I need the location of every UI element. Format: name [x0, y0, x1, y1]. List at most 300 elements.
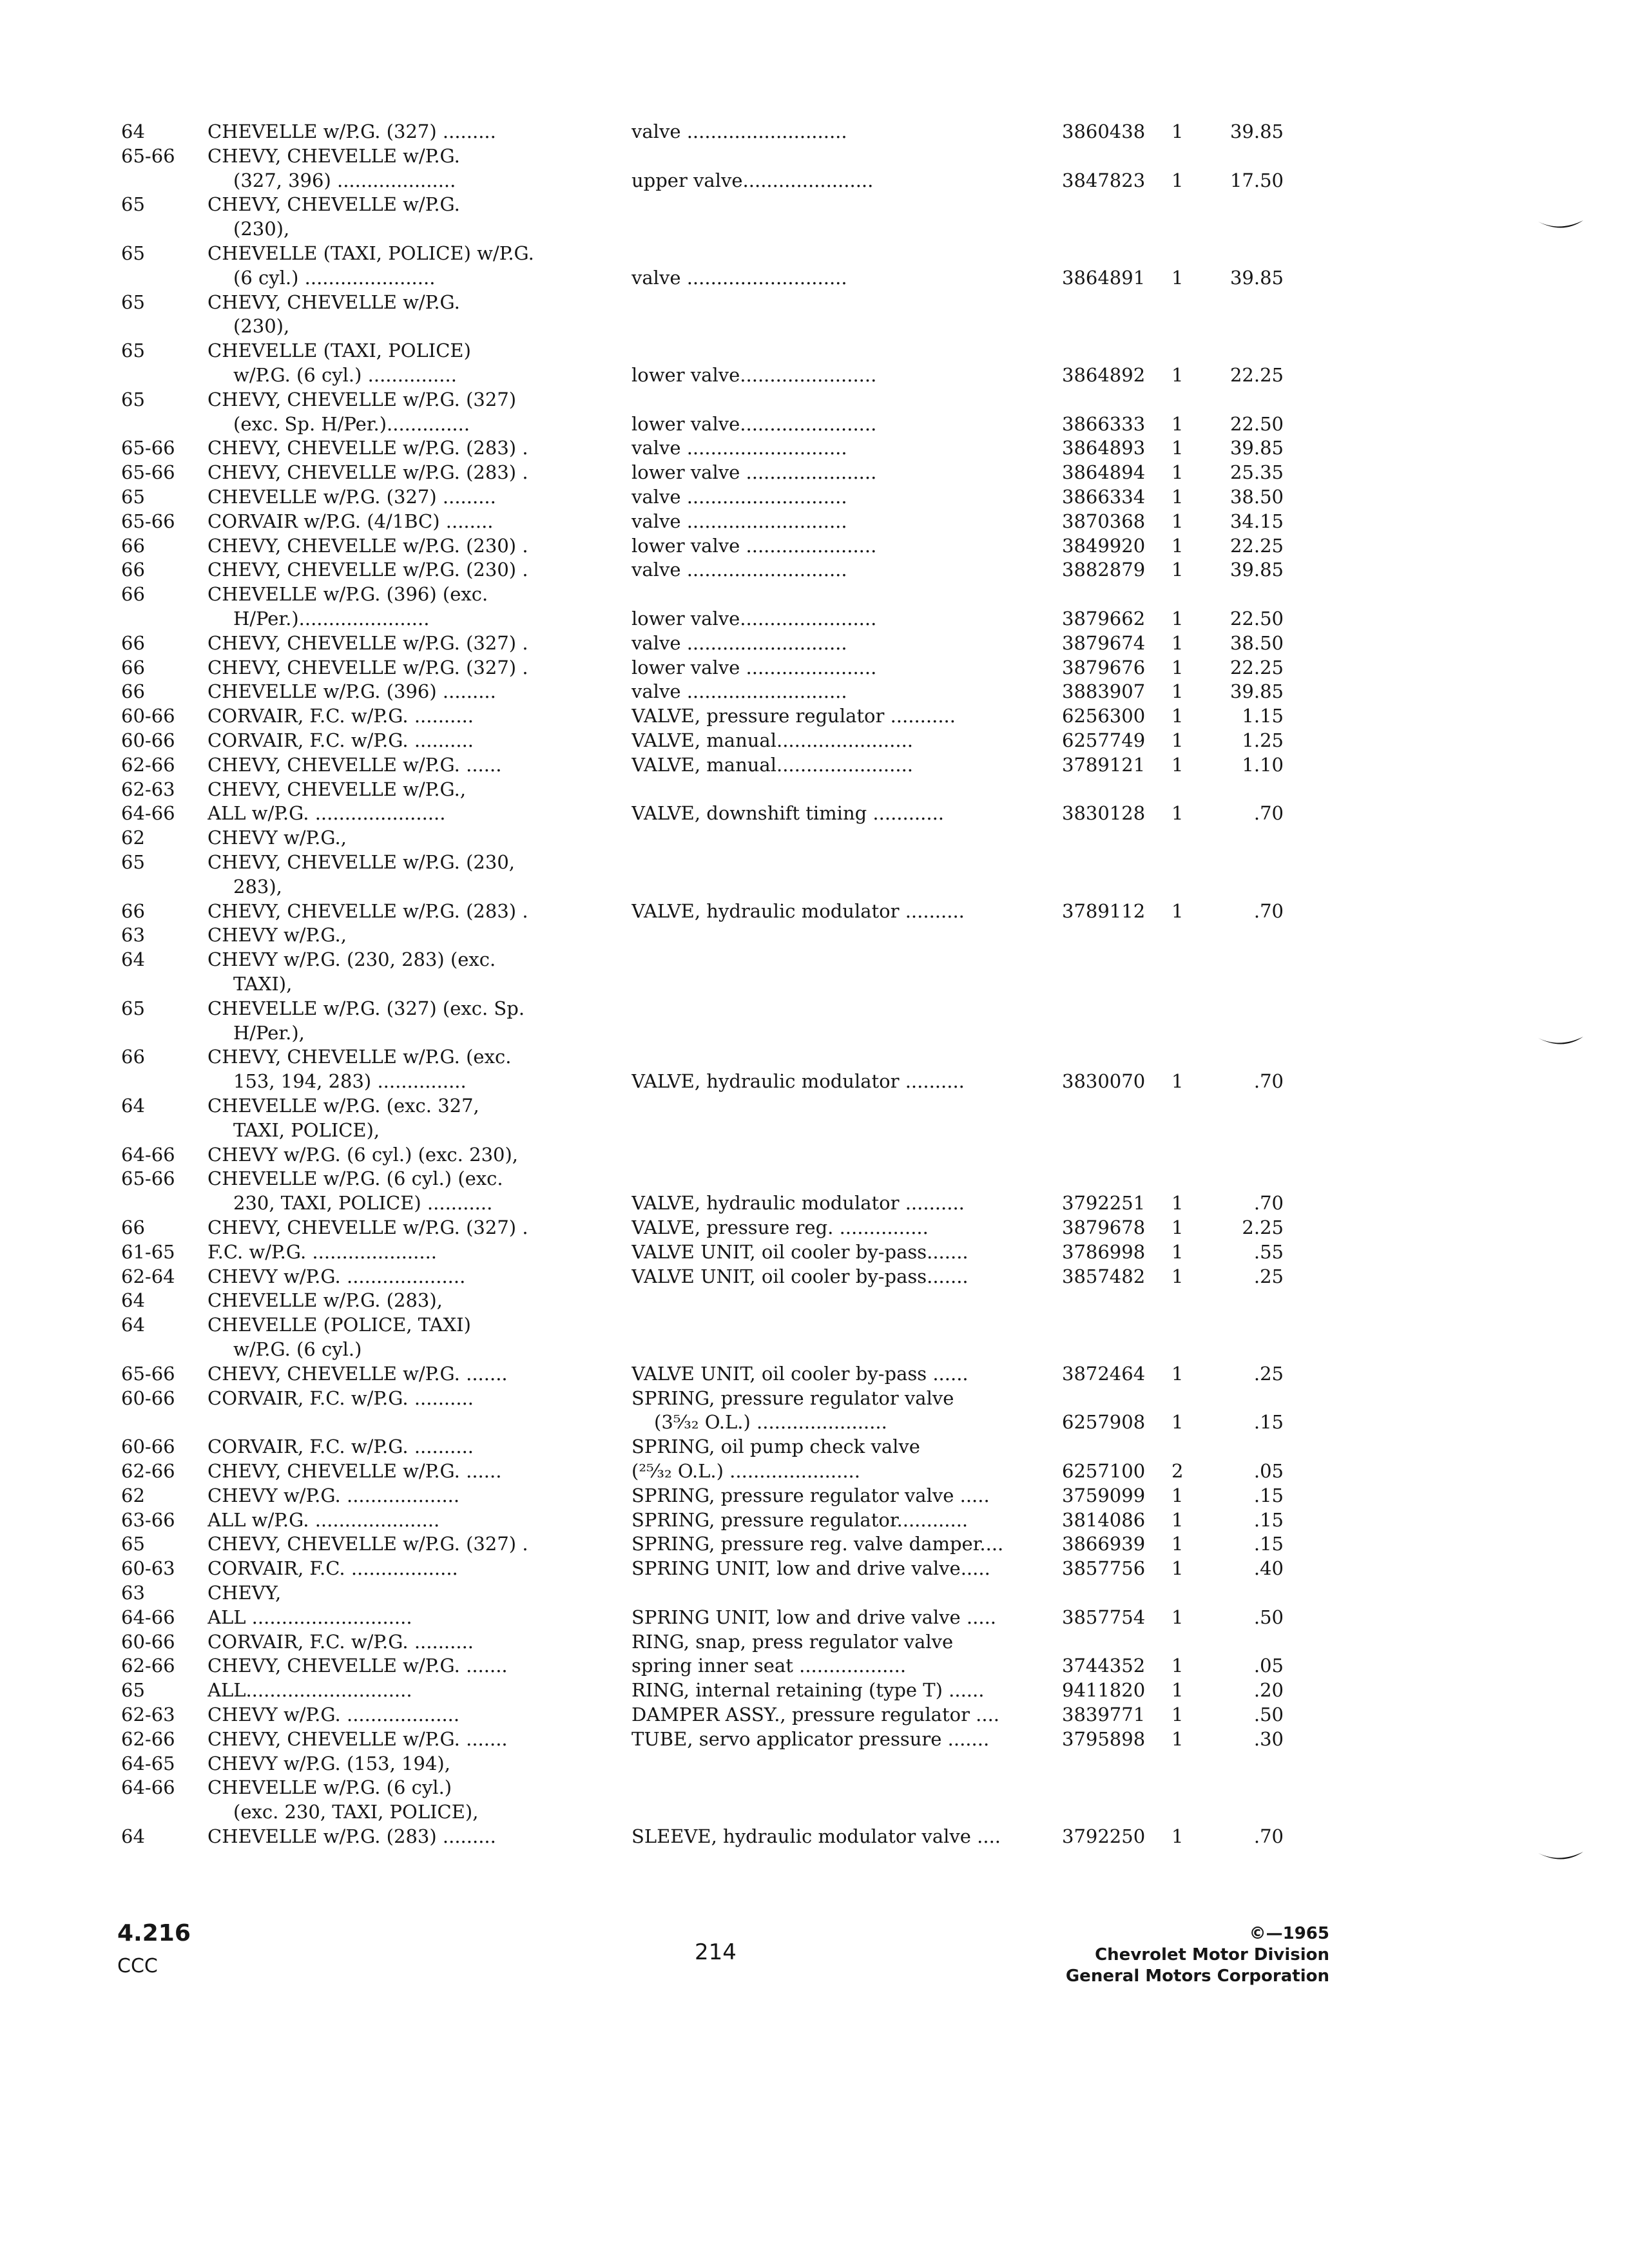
binding-mark-3 — [1537, 1849, 1585, 1867]
part-number-cell: 3830128 — [1062, 802, 1146, 825]
year-cell: 60-63 — [121, 1557, 175, 1580]
model-cell: CHEVY, CHEVELLE w/P.G. (230, — [207, 851, 515, 873]
price-cell: 25.35 — [1229, 461, 1284, 484]
table-row — [0, 728, 1629, 753]
model-cell: CHEVELLE (TAXI, POLICE) — [207, 340, 471, 362]
year-cell: 64-66 — [121, 1606, 175, 1628]
year-cell: 66 — [121, 583, 145, 606]
table-row — [0, 412, 1629, 436]
part-number-cell: 3792250 — [1062, 1825, 1146, 1847]
price-cell: 22.50 — [1229, 608, 1284, 629]
part-number-cell: 3879678 — [1062, 1216, 1146, 1238]
year-cell: 64 — [121, 1289, 145, 1312]
description-cell: VALVE UNIT, oil cooler by-pass....... — [631, 1240, 969, 1263]
part-number-cell: 3849920 — [1062, 534, 1146, 557]
model-cell: (exc. 230, TAXI, POLICE), — [233, 1801, 479, 1823]
model-cell: CHEVY w/P.G., — [207, 827, 347, 849]
model-cell: CHEVY, CHEVELLE w/P.G. (283) . — [207, 437, 528, 459]
division-line: Chevrolet Motor Division — [1095, 1945, 1329, 1965]
model-cell: CHEVY, CHEVELLE w/P.G. (327) — [207, 388, 517, 410]
year-cell: 62-63 — [121, 778, 175, 800]
description-cell: upper valve...................... — [631, 169, 874, 191]
price-cell: 22.25 — [1229, 364, 1284, 386]
description-cell: lower valve ...................... — [631, 656, 877, 678]
table-row — [0, 485, 1629, 509]
description-cell: VALVE, manual....................... — [631, 729, 914, 751]
table-row — [0, 825, 1629, 850]
year-cell: 64 — [121, 1314, 145, 1336]
table-row — [0, 1021, 1629, 1045]
description-cell: VALVE, pressure regulator ........... — [631, 705, 956, 727]
price-cell: .15 — [1253, 1508, 1284, 1531]
year-cell: 64 — [121, 1095, 145, 1117]
price-cell: 39.85 — [1229, 680, 1284, 703]
year-cell: 65-66 — [121, 1362, 175, 1385]
quantity-cell: 1 — [1171, 1070, 1184, 1093]
table-row — [0, 1434, 1629, 1459]
table-row — [0, 947, 1629, 972]
part-number-cell: 3879676 — [1062, 656, 1146, 678]
model-cell: F.C. w/P.G. ..................... — [207, 1240, 438, 1263]
model-cell: CHEVELLE w/P.G. (396) (exc. — [207, 583, 488, 606]
model-cell: CORVAIR, F.C. .................. — [207, 1557, 458, 1580]
year-cell: 65 — [121, 486, 145, 508]
description-cell: (²⁵⁄₃₂ O.L.) ...................... — [631, 1460, 860, 1482]
price-cell: .70 — [1253, 1070, 1284, 1093]
year-cell: 62-66 — [121, 1460, 175, 1482]
table-row — [0, 1118, 1629, 1142]
description-cell: valve ........................... — [631, 510, 847, 532]
price-cell: 38.50 — [1229, 631, 1284, 654]
price-cell: .25 — [1253, 1362, 1284, 1385]
model-cell: CHEVELLE w/P.G. (exc. 327, — [207, 1095, 479, 1117]
table-row — [0, 363, 1629, 387]
year-cell: 66 — [121, 534, 145, 557]
table-row — [0, 1191, 1629, 1215]
model-cell: H/Per.)...................... — [233, 608, 430, 629]
table-row — [0, 265, 1629, 290]
year-cell: 65 — [121, 242, 145, 264]
part-number-cell: 3870368 — [1062, 510, 1146, 532]
table-row — [0, 801, 1629, 825]
quantity-cell: 1 — [1171, 1679, 1184, 1702]
table-row — [0, 1581, 1629, 1605]
table-row — [0, 509, 1629, 533]
model-cell: w/P.G. (6 cyl.) — [233, 1338, 362, 1360]
quantity-cell: 1 — [1171, 1704, 1184, 1725]
page-number: 214 — [695, 1939, 737, 1965]
quantity-cell: 1 — [1171, 120, 1184, 142]
description-cell: RING, snap, press regulator valve — [631, 1630, 954, 1653]
price-cell: .70 — [1253, 1825, 1284, 1847]
table-row — [0, 1044, 1629, 1069]
model-cell: CORVAIR, F.C. w/P.G. .......... — [207, 705, 474, 727]
year-cell: 62-66 — [121, 1655, 175, 1677]
model-cell: CHEVY w/P.G. (230, 283) (exc. — [207, 948, 496, 971]
description-cell: valve ........................... — [631, 559, 847, 581]
model-cell: CHEVY, CHEVELLE w/P.G. (230) . — [207, 534, 528, 557]
year-cell: 64 — [121, 1825, 145, 1847]
price-cell: 39.85 — [1229, 120, 1284, 142]
quantity-cell: 1 — [1171, 1825, 1184, 1847]
description-cell: SPRING UNIT, low and drive valve ..... — [631, 1606, 997, 1628]
price-cell: 22.50 — [1229, 412, 1284, 435]
description-cell: valve ........................... — [631, 486, 847, 508]
model-cell: CHEVY, CHEVELLE w/P.G., — [207, 778, 467, 800]
table-row — [0, 1775, 1629, 1800]
quantity-cell: 1 — [1171, 534, 1184, 557]
part-number-cell: 3864894 — [1062, 461, 1146, 484]
table-row — [0, 1264, 1629, 1289]
model-cell: (exc. Sp. H/Per.).............. — [233, 412, 470, 435]
table-row — [0, 168, 1629, 193]
price-cell: .50 — [1253, 1704, 1284, 1725]
year-cell: 66 — [121, 1046, 145, 1068]
part-number-cell: 3879662 — [1062, 608, 1146, 629]
part-number-cell: 3864891 — [1062, 266, 1146, 289]
year-cell: 66 — [121, 1216, 145, 1238]
part-number-cell: 3860438 — [1062, 120, 1146, 142]
model-cell: CHEVY w/P.G., — [207, 924, 347, 947]
model-cell: CHEVELLE (TAXI, POLICE) w/P.G. — [207, 242, 534, 264]
table-row — [0, 582, 1629, 606]
year-cell: 63 — [121, 1582, 145, 1604]
description-cell: VALVE UNIT, oil cooler by-pass....... — [631, 1265, 969, 1287]
part-number-cell: 6257749 — [1062, 729, 1146, 751]
quantity-cell: 1 — [1171, 802, 1184, 825]
model-cell: (327, 396) .................... — [233, 169, 456, 191]
binding-mark-2 — [1537, 1034, 1585, 1052]
table-row — [0, 606, 1629, 631]
corporation-line: General Motors Corporation — [1065, 1966, 1329, 1986]
part-number-cell: 3866333 — [1062, 412, 1146, 435]
table-row — [0, 631, 1629, 655]
part-number-cell: 6257908 — [1062, 1411, 1146, 1434]
model-cell: CHEVY, CHEVELLE w/P.G. (327) . — [207, 656, 528, 678]
price-cell: .15 — [1253, 1484, 1284, 1506]
quantity-cell: 1 — [1171, 753, 1184, 776]
table-row — [0, 533, 1629, 558]
description-cell: VALVE, hydraulic modulator .......... — [631, 1192, 965, 1215]
catalog-code: CCC — [117, 1955, 158, 1977]
description-cell: DAMPER ASSY., pressure regulator .... — [631, 1704, 1000, 1725]
table-row — [0, 899, 1629, 923]
model-cell: CHEVELLE w/P.G. (6 cyl.) (exc. — [207, 1168, 503, 1190]
description-cell: lower valve....................... — [631, 412, 877, 435]
year-cell: 66 — [121, 631, 145, 654]
model-cell: CHEVY, CHEVELLE w/P.G. (283) . — [207, 899, 528, 922]
table-row — [0, 1678, 1629, 1702]
model-cell: CHEVY, CHEVELLE w/P.G. ....... — [207, 1655, 508, 1677]
table-row — [0, 874, 1629, 899]
table-row — [0, 192, 1629, 216]
table-row — [0, 1215, 1629, 1240]
table-row — [0, 338, 1629, 363]
year-cell: 62-63 — [121, 1704, 175, 1725]
price-cell: 39.85 — [1229, 559, 1284, 581]
model-cell: 283), — [233, 875, 282, 898]
table-row — [0, 1556, 1629, 1581]
model-cell: (6 cyl.) ...................... — [233, 266, 436, 289]
part-number-cell: 3872464 — [1062, 1362, 1146, 1385]
year-cell: 66 — [121, 656, 145, 678]
table-row — [0, 290, 1629, 314]
year-cell: 63-66 — [121, 1508, 175, 1531]
publisher-block — [1066, 1923, 1329, 1987]
year-cell: 65 — [121, 193, 145, 216]
part-number-cell: 3857756 — [1062, 1557, 1146, 1580]
quantity-cell: 1 — [1171, 1362, 1184, 1385]
model-cell: CHEVELLE (POLICE, TAXI) — [207, 1314, 471, 1336]
price-cell: .15 — [1253, 1533, 1284, 1555]
price-cell: 39.85 — [1229, 437, 1284, 459]
year-cell: 65 — [121, 1533, 145, 1555]
table-row — [0, 1410, 1629, 1434]
model-cell: CORVAIR, F.C. w/P.G. .......... — [207, 1630, 474, 1653]
quantity-cell: 1 — [1171, 1533, 1184, 1555]
part-number-cell: 3847823 — [1062, 169, 1146, 191]
year-cell: 66 — [121, 899, 145, 922]
model-cell: CHEVY, CHEVELLE w/P.G. ....... — [207, 1362, 508, 1385]
quantity-cell: 1 — [1171, 510, 1184, 532]
part-number-cell: 9411820 — [1062, 1679, 1146, 1702]
model-cell: CHEVELLE w/P.G. (283) ......... — [207, 1825, 496, 1847]
quantity-cell: 1 — [1171, 412, 1184, 435]
model-cell: CORVAIR w/P.G. (4/1BC) ........ — [207, 510, 494, 532]
description-cell: VALVE, hydraulic modulator .......... — [631, 1070, 965, 1093]
part-number-cell: 3883907 — [1062, 680, 1146, 703]
part-number-cell: 3744352 — [1062, 1655, 1146, 1677]
table-row — [0, 144, 1629, 168]
model-cell: 230, TAXI, POLICE) ........... — [233, 1192, 493, 1215]
part-number-cell: 3864893 — [1062, 437, 1146, 459]
year-cell: 62 — [121, 827, 145, 849]
quantity-cell: 1 — [1171, 899, 1184, 922]
description-cell: valve ........................... — [631, 631, 847, 654]
year-cell: 66 — [121, 680, 145, 703]
model-cell: CHEVY w/P.G. (6 cyl.) (exc. 230), — [207, 1143, 518, 1166]
table-row — [0, 119, 1629, 144]
year-cell: 65 — [121, 291, 145, 313]
quantity-cell: 2 — [1171, 1460, 1184, 1482]
table-row — [0, 1386, 1629, 1410]
model-cell: CHEVY w/P.G. .................... — [207, 1265, 466, 1287]
quantity-cell: 1 — [1171, 1606, 1184, 1628]
quantity-cell: 1 — [1171, 1484, 1184, 1506]
model-cell: CHEVY, CHEVELLE w/P.G. (exc. — [207, 1046, 512, 1068]
table-row — [0, 704, 1629, 728]
price-cell: 22.25 — [1229, 656, 1284, 678]
table-row — [0, 1629, 1629, 1654]
year-cell: 65-66 — [121, 510, 175, 532]
part-number-cell: 6256300 — [1062, 705, 1146, 727]
description-cell: SPRING UNIT, low and drive valve..... — [631, 1557, 990, 1580]
description-cell: (3⁵⁄₃₂ O.L.) ...................... — [654, 1411, 887, 1434]
table-row — [0, 753, 1629, 777]
quantity-cell: 1 — [1171, 1727, 1184, 1750]
part-number-cell: 3857482 — [1062, 1265, 1146, 1287]
table-row — [0, 777, 1629, 802]
part-number-cell: 3857754 — [1062, 1606, 1146, 1628]
description-cell: SPRING, pressure regulator valve — [631, 1387, 954, 1409]
year-cell: 63 — [121, 924, 145, 947]
quantity-cell: 1 — [1171, 266, 1184, 289]
table-row — [0, 1142, 1629, 1167]
table-row — [0, 460, 1629, 485]
model-cell: CHEVY, CHEVELLE w/P.G. — [207, 193, 460, 216]
table-row — [0, 850, 1629, 874]
year-cell: 66 — [121, 559, 145, 581]
model-cell: CHEVY, CHEVELLE w/P.G. ....... — [207, 1727, 508, 1750]
quantity-cell: 1 — [1171, 364, 1184, 386]
price-cell: .25 — [1253, 1265, 1284, 1287]
table-row — [0, 314, 1629, 338]
model-cell: CHEVY w/P.G. (153, 194), — [207, 1752, 450, 1774]
part-number-cell: 3789121 — [1062, 753, 1146, 776]
description-cell: spring inner seat .................. — [631, 1655, 907, 1677]
model-cell: CHEVELLE w/P.G. (6 cyl.) — [207, 1776, 452, 1799]
price-cell: .40 — [1253, 1557, 1284, 1580]
table-row — [0, 1508, 1629, 1532]
description-cell: valve ........................... — [631, 437, 847, 459]
quantity-cell: 1 — [1171, 1557, 1184, 1580]
model-cell: CHEVY, — [207, 1582, 282, 1604]
model-cell: ALL w/P.G. ...................... — [207, 802, 446, 825]
model-cell: CHEVY w/P.G. ................... — [207, 1704, 460, 1725]
part-number-cell: 6257100 — [1062, 1460, 1146, 1482]
part-number-cell: 3866939 — [1062, 1533, 1146, 1555]
part-number-cell: 3882879 — [1062, 559, 1146, 581]
quantity-cell: 1 — [1171, 729, 1184, 751]
year-cell: 65-66 — [121, 461, 175, 484]
part-number-cell: 3786998 — [1062, 1240, 1146, 1263]
year-cell: 62-66 — [121, 1727, 175, 1750]
description-cell: valve ........................... — [631, 680, 847, 703]
description-cell: lower valve ...................... — [631, 461, 877, 484]
description-cell: SLEEVE, hydraulic modulator valve .... — [631, 1825, 1001, 1847]
year-cell: 64-65 — [121, 1752, 175, 1774]
year-cell: 62 — [121, 1484, 145, 1506]
year-cell: 60-66 — [121, 729, 175, 751]
model-cell: CHEVY, CHEVELLE w/P.G. (327) . — [207, 1216, 528, 1238]
year-cell: 60-66 — [121, 1436, 175, 1458]
price-cell: 22.25 — [1229, 534, 1284, 557]
year-cell: 64-66 — [121, 1776, 175, 1799]
year-cell: 64 — [121, 120, 145, 142]
table-row — [0, 1483, 1629, 1508]
price-cell: .70 — [1253, 802, 1284, 825]
part-number-cell: 3839771 — [1062, 1704, 1146, 1725]
model-cell: TAXI), — [233, 973, 293, 995]
year-cell: 65 — [121, 1679, 145, 1702]
price-cell: 34.15 — [1229, 510, 1284, 532]
quantity-cell: 1 — [1171, 608, 1184, 629]
table-row — [0, 436, 1629, 460]
model-cell: 153, 194, 283) ............... — [233, 1070, 467, 1093]
description-cell: SPRING, oil pump check valve — [631, 1436, 920, 1458]
model-cell: CHEVY, CHEVELLE w/P.G. ...... — [207, 1460, 502, 1482]
price-cell: .05 — [1253, 1655, 1284, 1677]
part-number-cell: 3864892 — [1062, 364, 1146, 386]
quantity-cell: 1 — [1171, 1216, 1184, 1238]
model-cell: CHEVELLE w/P.G. (327) ......... — [207, 120, 496, 142]
quantity-cell: 1 — [1171, 705, 1184, 727]
model-cell: CHEVY, CHEVELLE w/P.G. — [207, 144, 460, 167]
description-cell: SPRING, pressure regulator............ — [631, 1508, 969, 1531]
quantity-cell: 1 — [1171, 1655, 1184, 1677]
quantity-cell: 1 — [1171, 169, 1184, 191]
table-row — [0, 1702, 1629, 1727]
table-row — [0, 679, 1629, 704]
model-cell: CHEVY, CHEVELLE w/P.G. (327) . — [207, 631, 528, 654]
table-row — [0, 1824, 1629, 1849]
year-cell: 60-66 — [121, 705, 175, 727]
price-cell: 2.25 — [1242, 1216, 1284, 1238]
price-cell: .70 — [1253, 899, 1284, 922]
year-cell: 65 — [121, 340, 145, 362]
model-cell: CORVAIR, F.C. w/P.G. .......... — [207, 1387, 474, 1409]
description-cell: RING, internal retaining (type T) ...... — [631, 1679, 985, 1702]
table-row — [0, 1240, 1629, 1264]
description-cell: VALVE, hydraulic modulator .......... — [631, 899, 965, 922]
description-cell: SPRING, pressure regulator valve ..... — [631, 1484, 990, 1506]
description-cell: VALVE, pressure reg. ............... — [631, 1216, 929, 1238]
part-number-cell: 3789112 — [1062, 899, 1146, 922]
description-cell: TUBE, servo applicator pressure ....... — [631, 1727, 990, 1750]
table-row — [0, 1605, 1629, 1629]
model-cell: CHEVY, CHEVELLE w/P.G. ...... — [207, 753, 502, 776]
table-row — [0, 996, 1629, 1021]
year-cell: 64-66 — [121, 802, 175, 825]
quantity-cell: 1 — [1171, 680, 1184, 703]
year-cell: 60-66 — [121, 1387, 175, 1409]
description-cell: lower valve....................... — [631, 364, 877, 386]
part-number-cell: 3759099 — [1062, 1484, 1146, 1506]
description-cell: lower valve ...................... — [631, 534, 877, 557]
model-cell: CHEVY, CHEVELLE w/P.G. (230) . — [207, 559, 528, 581]
table-row — [0, 1751, 1629, 1776]
model-cell: CHEVELLE w/P.G. (396) ......... — [207, 680, 496, 703]
part-number-cell: 3830070 — [1062, 1070, 1146, 1093]
price-cell: .05 — [1253, 1460, 1284, 1482]
section-number: 4.216 — [117, 1920, 191, 1946]
price-cell: .50 — [1253, 1606, 1284, 1628]
quantity-cell: 1 — [1171, 656, 1184, 678]
table-row — [0, 387, 1629, 412]
part-number-cell: 3792251 — [1062, 1192, 1146, 1215]
price-cell: .55 — [1253, 1240, 1284, 1263]
table-row — [0, 1727, 1629, 1751]
year-cell: 64 — [121, 948, 145, 971]
copyright-line: ©—1965 — [1249, 1924, 1329, 1943]
model-cell: CHEVY, CHEVELLE w/P.G. (283) . — [207, 461, 528, 484]
year-cell: 65 — [121, 997, 145, 1019]
table-row — [0, 1532, 1629, 1556]
year-cell: 65-66 — [121, 144, 175, 167]
model-cell: CORVAIR, F.C. w/P.G. .......... — [207, 1436, 474, 1458]
year-cell: 60-66 — [121, 1630, 175, 1653]
table-row — [0, 1459, 1629, 1483]
description-cell: VALVE UNIT, oil cooler by-pass ...... — [631, 1362, 969, 1385]
table-row — [0, 241, 1629, 265]
description-cell: SPRING, pressure reg. valve damper.... — [631, 1533, 1004, 1555]
price-cell: .70 — [1253, 1192, 1284, 1215]
description-cell: VALVE, downshift timing ............ — [631, 802, 945, 825]
model-cell: CHEVELLE w/P.G. (283), — [207, 1289, 443, 1312]
model-cell: CORVAIR, F.C. w/P.G. .......... — [207, 729, 474, 751]
year-cell: 65 — [121, 388, 145, 410]
table-row — [0, 1337, 1629, 1361]
